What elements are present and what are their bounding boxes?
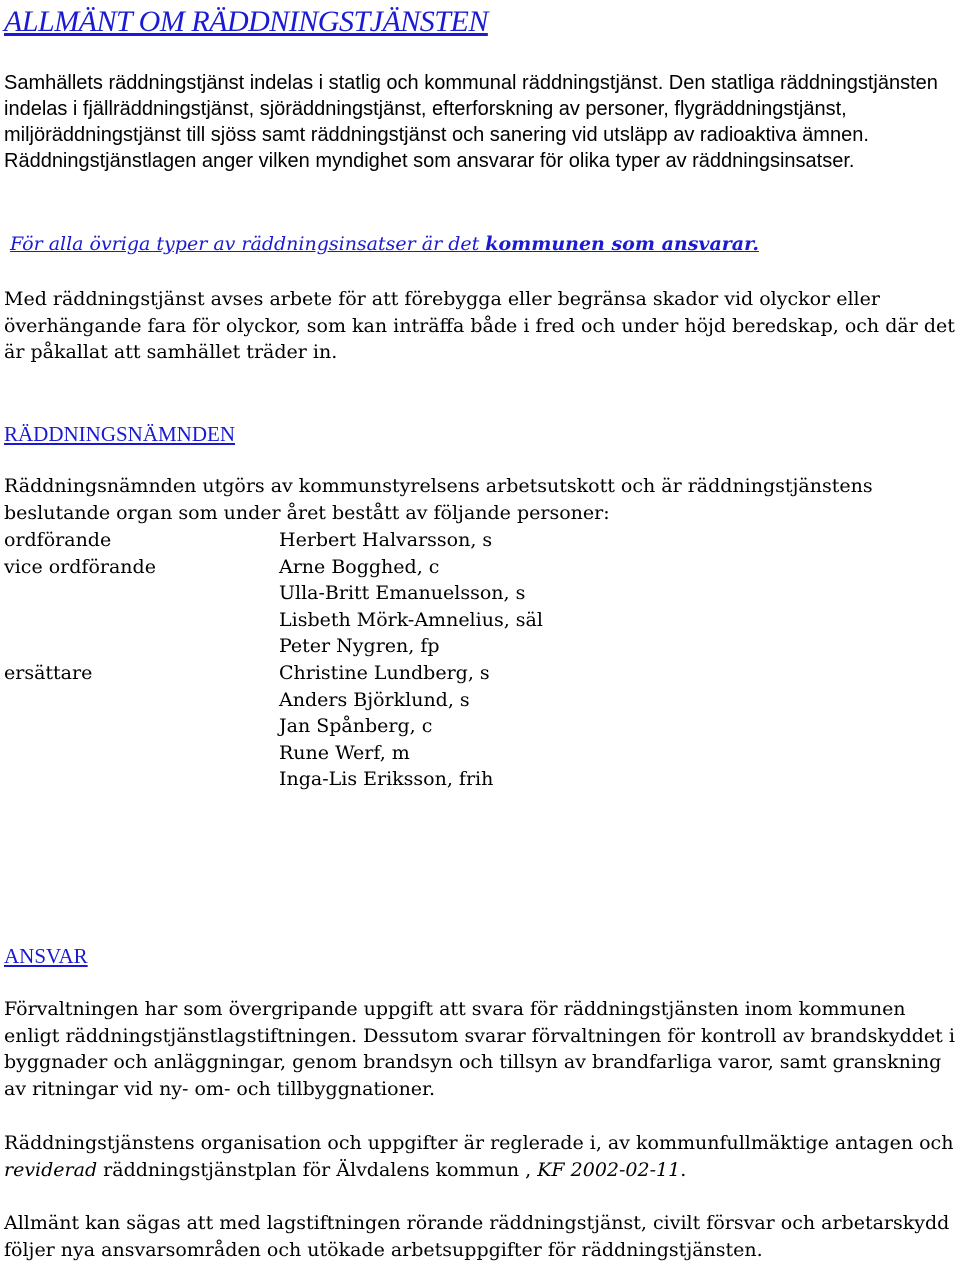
member-row [4, 660, 958, 687]
member-name: Christine Lundberg, s [279, 661, 490, 684]
responsibility-paragraph: Förvaltningen har som övergripande uppgift att svara för räddningstjänsten inom kommunen enligt räddningstjänstlagstiftningen. Dessutom svarar förvaltningen för kontroll av brandskyddet i byggnader och anläggningar, genom brandsyn och tillsyn av brandfarliga varor, samt granskning av ritningar vid ny- om- och tillbyggnationer. [4, 998, 955, 1100]
member-name: Herbert Halvarsson, s [279, 529, 493, 551]
member-role [4, 580, 279, 607]
organisation-period: . [680, 1158, 687, 1181]
section-heading-board: RÄDDNINGSNÄMNDEN [4, 422, 235, 446]
member-row [4, 580, 958, 607]
highlight-bold-text: kommunen som ansvarar. [485, 233, 759, 255]
member-name: Ulla-Britt Emanuelsson, s [279, 582, 526, 605]
definition-paragraph: Med räddningstjänst avses arbete för att förebygga eller begränsa skador vid olyckor eller överhängande fara för olyckor, som kan inträffa både i fred och under höjd beredskap, och där det är påkallat att samhället träder in. [4, 288, 955, 364]
member-list [4, 527, 958, 793]
member-row [4, 713, 958, 740]
member-role: ersättare [4, 661, 93, 684]
member-role [4, 740, 279, 767]
member-name: Peter Nygren, fp [279, 635, 440, 658]
member-name: Lisbeth Mörk-Amnelius, säl [279, 608, 543, 631]
member-row [4, 607, 958, 634]
member-row [4, 687, 958, 714]
general-paragraph: Allmänt kan sägas att med lagstiftningen rörande räddningstjänst, civilt försvar och arbetarskydd följer nya ansvarsområden och utökade arbetsuppgifter för räddningstjänsten. [4, 1212, 950, 1261]
highlight-text: För alla övriga typer av räddningsinsatser är det [10, 233, 486, 255]
intro-paragraph: Samhällets räddningstjänst indelas i statlig och kommunal räddningstjänst. Den statliga räddningstjänsten indelas i fjällräddningstjänst, sjöräddningstjänst, efterforskning av personer, flygräddningstjänst, miljöräddningstjänst till sjöss samt räddningstjänst och sanering vid utsläpp av radioaktiva ämnen. Räddningstjänstlagen anger vilken myndighet som ansvarar för olika typer av räddningsinsatser. [4, 72, 938, 172]
member-row [4, 527, 958, 554]
member-name: Inga-Lis Eriksson, frih [279, 768, 494, 791]
member-role: ordförande [4, 529, 112, 551]
page-title: ALLMÄNT OM RÄDDNINGSTJÄNSTEN [4, 5, 488, 38]
organisation-paragraph [4, 1130, 958, 1183]
member-row [4, 740, 958, 767]
member-row [4, 633, 958, 660]
board-paragraph: Räddningsnämnden utgörs av kommunstyrelsens arbetsutskott och är räddningstjänstens beslutande organ som under året bestått av följande personer: [4, 475, 873, 524]
member-row [4, 766, 958, 793]
member-role [4, 713, 279, 740]
organisation-italic-revised: reviderad [4, 1158, 98, 1181]
member-name: Jan Spånberg, c [279, 715, 433, 738]
member-role: vice ordförande [4, 555, 156, 578]
member-name: Anders Björklund, s [279, 688, 470, 711]
organisation-text-cont: räddningstjänstplan för Älvdalens kommun , [97, 1158, 538, 1181]
member-name: Arne Bogghed, c [279, 555, 440, 578]
member-role [4, 687, 279, 714]
organisation-italic-kf-date: KF 2002-02-11 [537, 1158, 681, 1181]
section-heading-responsibility: ANSVAR [4, 944, 88, 968]
member-row [4, 554, 958, 581]
organisation-text: Räddningstjänstens organisation och uppgifter är reglerade i, av kommunfullmäktige antagen och [4, 1132, 954, 1154]
responsibility-highlight [10, 231, 958, 257]
member-role [4, 607, 279, 634]
member-name: Rune Werf, m [279, 741, 410, 764]
member-role [4, 633, 279, 660]
member-role [4, 766, 279, 793]
